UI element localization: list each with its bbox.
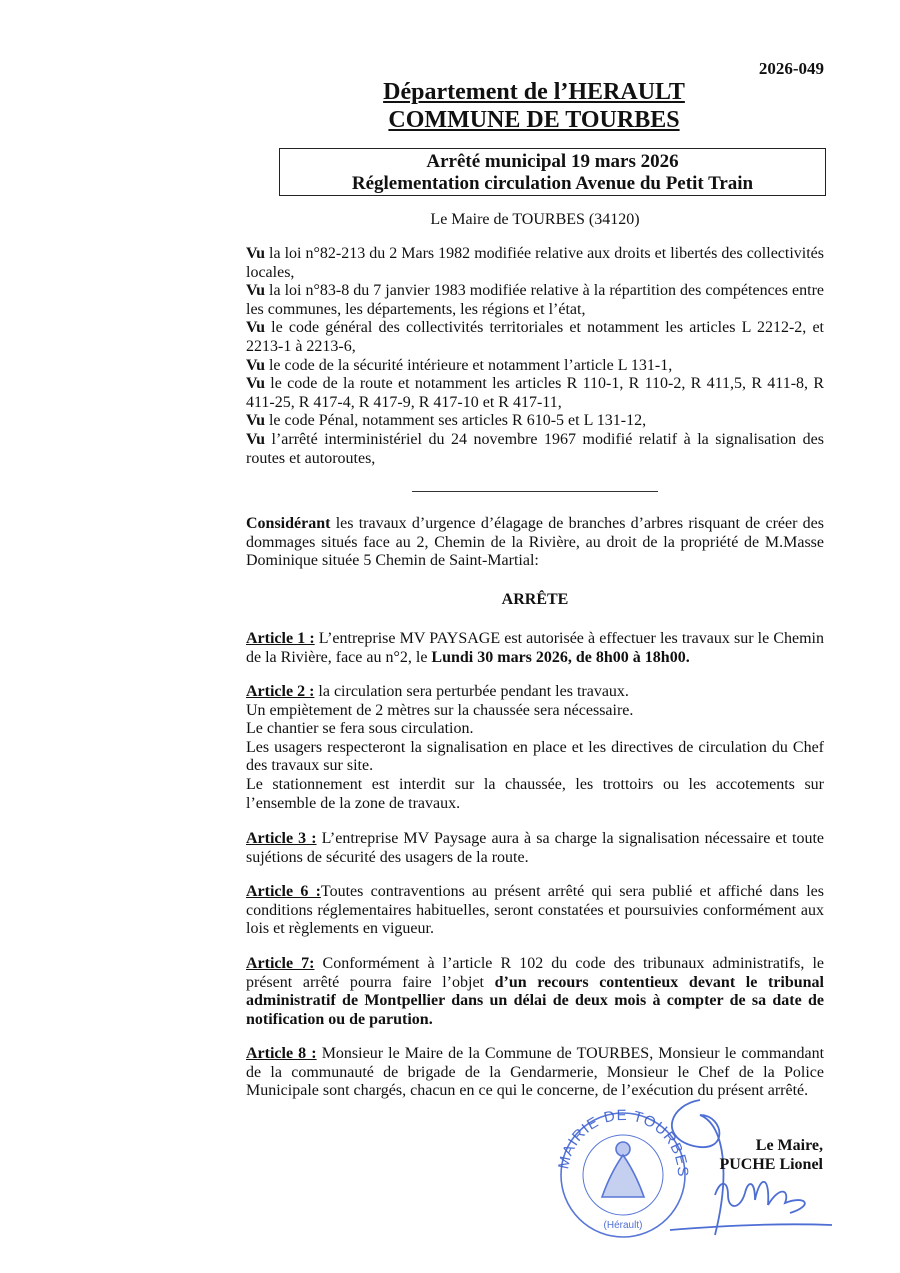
vu-item: Vu la loi n°83-8 du 7 janvier 1983 modifiée relative à la répartition des compétences entre les communes, les départements, les régions et l’état, [246,282,824,318]
article-7: Article 7: Conformément à l’article R 102 du code des tribunaux administratifs, le présent arrêté pourra faire l’objet d’un recours contentieux devant le tribunal administratif de Montpellier dans un délai de deux mois à compter de sa date de notification ou de parution. [246,955,825,1028]
article-2-label: Article 2 : [246,683,315,700]
vu-item: Vu la loi n°82-213 du 2 Mars 1982 modifiée relative aux droits et libertés des collectivités locales, [246,245,824,281]
signature-role: Le Maire, [755,1137,823,1154]
signature-block [719,1136,823,1174]
article-2-line: Les usagers respecteront la signalisation en place et les directives de circulation du Chef des travaux sur site. [246,738,824,775]
header [0,78,900,134]
article-2: Article 2 : la circulation sera perturbée pendant les travaux. Un empiètement de 2 mètres sur la chaussée sera nécessaire. Le chantier se fera sous circulation. Les usagers respecteront la signalisation en place et les directives de circulation du Chef des travaux sur site. Le stationnement est interdit sur la chaussée, les trottoirs ou les accotements sur l’ensemble de la zone de travaux. [246,683,824,812]
signature-name: PUCHE Lionel [719,1156,823,1173]
article-2-line: Le stationnement est interdit sur la chaussée, les trottoirs ou les accotements sur l’ensemble de la zone de travaux. [246,775,824,812]
vu-item: Vu l’arrêté interministériel du 24 novembre 1967 modifié relatif à la signalisation des routes et autoroutes, [246,430,824,467]
separator-line [412,491,658,492]
article-1: Article 1 : L’entreprise MV PAYSAGE est autorisée à effectuer les travaux sur le Chemin de la Rivière, face au n°2, le Lundi 30 mars 2026, de 8h00 à 18h00. [246,630,824,666]
reference-number: 2026-049 [758,59,824,78]
issuer-line: Le Maire de TOURBES (34120) [430,211,640,228]
vu-section [246,245,824,468]
considerant-paragraph: Considérant les travaux d’urgence d’élagage de branches d’arbres risquant de créer des dommages situés face au 2, Chemin de la Rivière, au droit de la propriété de M.Masse Dominique située 5 Chemin de Saint-Martial: [246,515,824,570]
stamp-top-text: MAIRIE DE TOURBES [555,1106,692,1178]
article-6: Article 6 :Toutes contraventions au présent arrêté qui sera publié et affiché dans les conditions réglementaires habituelles, seront constatées et poursuivies conformément aux lois et règlements en vigueur. [246,883,825,938]
article-8-label: Article 8 : [246,1045,317,1062]
vu-item: Vu le code de la sécurité intérieure et notamment l’article L 131-1, [246,356,673,374]
article-8: Article 8 : Monsieur le Maire de la Commune de TOURBES, Monsieur le commandant de la communauté de brigade de la Gendarmerie, Monsieur le Chef de la Police Municipale sont chargés, chacun en ce qui le concerne, de l’exécution du présent arrêté. [246,1045,825,1100]
commune-title: COMMUNE DE TOURBES [388,107,680,133]
article-3-label: Article 3 : [246,830,317,847]
article-3: Article 3 : L’entreprise MV Paysage aura à sa charge la signalisation nécessaire et toute sujétions de sécurité des usagers de la route. [246,830,825,866]
department-title: Département de l’HERAULT [383,79,685,105]
vu-item: Vu le code de la route et notamment les articles R 110-1, R 110-2, R 411,5, R 411-8, R 411-25, R 417-4, R 417-9, R 417-10 et R 417-11, [246,375,824,411]
article-1-label: Article 1 : [246,630,315,647]
article-2-line: Le chantier se fera sous circulation. [246,720,474,738]
title-line-2: Réglementation circulation Avenue du Petit Train [351,173,754,194]
article-2-line: Un empiètement de 2 mètres sur la chaussée sera nécessaire. [246,701,634,719]
article-7-label: Article 7: [246,955,315,972]
title-line-1: Arrêté municipal 19 mars 2026 [426,151,679,172]
article-6-label: Article 6 : [246,883,321,900]
vu-item: Vu le code Pénal, notamment ses articles R 610-5 et L 131-12, [246,412,647,430]
vu-item: Vu le code général des collectivités territoriales et notamment les articles L 2212-2, et 2213-1 à 2213-6, [246,319,824,355]
arrete-heading: ARRÊTE [501,591,569,608]
title-box [279,148,826,196]
stamp-bottom-text: (Hérault) [603,1220,643,1231]
stamp-emblem [602,1155,644,1197]
